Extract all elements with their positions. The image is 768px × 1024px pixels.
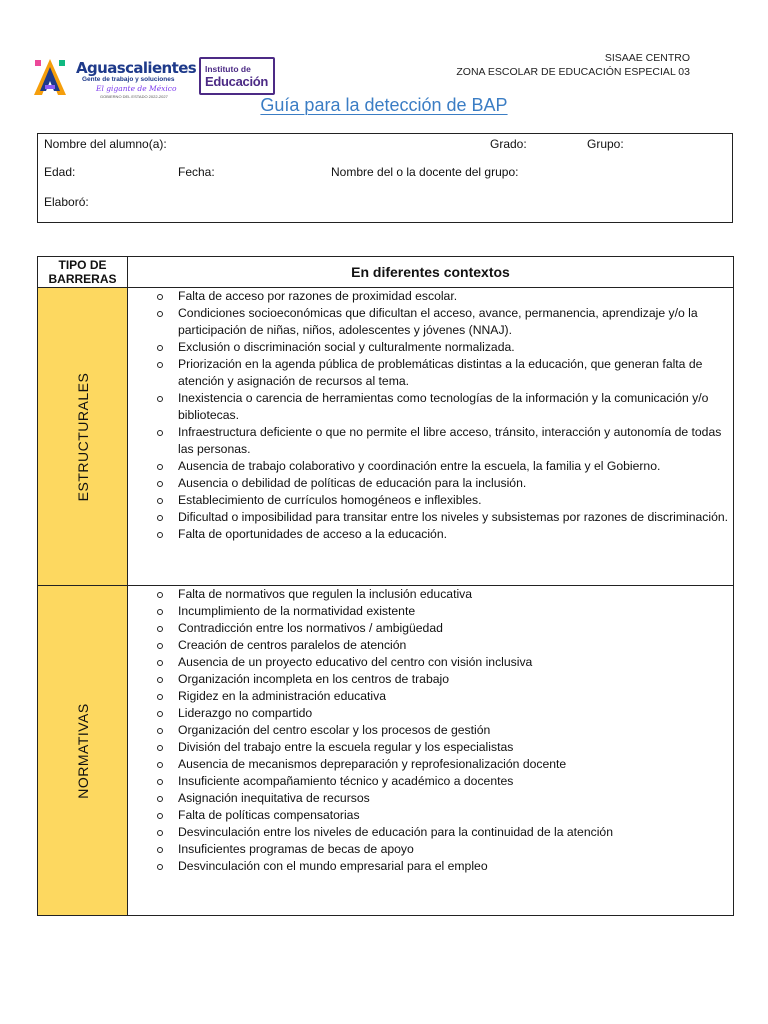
table-header-row (38, 257, 734, 288)
iea-logo-line2: Educación (205, 74, 269, 89)
document-title-text: Guía para la detección de BAP (260, 95, 508, 115)
fecha-field-label: Fecha: (178, 165, 215, 179)
list-item: Falta de acceso por razones de proximidad escolar. (128, 288, 729, 305)
category-cell-estructurales (38, 288, 128, 586)
instituto-educacion-logo (199, 57, 275, 95)
header-zona: ZONA ESCOLAR DE EDUCACIÓN ESPECIAL 03 (456, 66, 690, 78)
list-item: Priorización en la agenda pública de problemáticas distintas a la educación, que generan falta de atención y asignación de recursos al tema. (128, 356, 729, 390)
list-item: Asignación inequitativa de recursos (128, 790, 729, 807)
list-item: Organización del centro escolar y los procesos de gestión (128, 722, 729, 739)
list-item: Creación de centros paralelos de atención (128, 637, 729, 654)
edad-field-label: Edad: (44, 165, 76, 179)
list-item: Organización incompleta en los centros de trabajo (128, 671, 729, 688)
items-list-normativas (128, 586, 733, 875)
document-title (0, 95, 768, 116)
list-item: Falta de oportunidades de acceso a la educación. (128, 526, 729, 543)
list-item: Dificultad o imposibilidad para transitar entre los niveles y subsistemas por razones de discriminación. (128, 509, 729, 526)
items-cell-normativas (128, 586, 734, 916)
category-label-normativas: NORMATIVAS (74, 702, 91, 799)
col-tipo-barreras-header: TIPO DE BARRERAS (38, 257, 128, 288)
grupo-field-label: Grupo: (587, 137, 624, 151)
table-row-normativas (38, 586, 734, 916)
list-item: Insuficiente acompañamiento técnico y académico a docentes (128, 773, 729, 790)
list-item: Infraestructura deficiente o que no permite el libre acceso, tránsito, interacción y autonomía de todas las personas. (128, 424, 729, 458)
list-item: Ausencia de trabajo colaborativo y coordinación entre la escuela, la familia y el Gobierno. (128, 458, 729, 475)
list-item: Ausencia o debilidad de políticas de educación para la inclusión. (128, 475, 729, 492)
list-item: Exclusión o discriminación social y culturalmente normalizada. (128, 339, 729, 356)
list-item: Condiciones socioeconómicas que dificultan el acceso, avance, permanencia, aprendizaje y/o la participación de niñas, niños, adolescentes y jóvenes (NNAJ). (128, 305, 729, 339)
list-item: Desvinculación entre los niveles de educación para la continuidad de la atención (128, 824, 729, 841)
list-item: Rigidez en la administración educativa (128, 688, 729, 705)
student-info-box (37, 133, 733, 223)
list-item: Falta de políticas compensatorias (128, 807, 729, 824)
aguascalientes-fineprint: GOBIERNO DEL ESTADO 2022-2027 (100, 94, 168, 99)
aguascalientes-emblem-icon (32, 57, 68, 97)
list-item: Insuficientes programas de becas de apoyo (128, 841, 729, 858)
category-label-estructurales: ESTRUCTURALES (74, 372, 91, 501)
list-item: Desvinculación con el mundo empresarial para el empleo (128, 858, 729, 875)
header-sisaae: SISAAE CENTRO (604, 52, 690, 64)
items-cell-estructurales (128, 288, 734, 586)
aguascalientes-slogan: El gigante de México (96, 84, 177, 93)
list-item: Liderazgo no compartido (128, 705, 729, 722)
barriers-table (37, 256, 734, 916)
category-cell-normativas (38, 586, 128, 916)
aguascalientes-name: Aguascalientes (76, 59, 197, 77)
nombre-field-label: Nombre del alumno(a): (44, 137, 167, 151)
aguascalientes-tagline: Gente de trabajo y soluciones (82, 76, 175, 83)
list-item: Falta de normativos que regulen la inclusión educativa (128, 586, 729, 603)
list-item: Ausencia de mecanismos depreparación y reprofesionalización docente (128, 756, 729, 773)
list-item: Incumplimiento de la normatividad existente (128, 603, 729, 620)
list-item: Contradicción entre los normativos / ambigüedad (128, 620, 729, 637)
header-institution (456, 51, 690, 79)
items-list-estructurales (128, 288, 733, 543)
list-item: División del trabajo entre la escuela regular y los especialistas (128, 739, 729, 756)
table-row-estructurales (38, 288, 734, 586)
list-item: Establecimiento de currículos homogéneos e inflexibles. (128, 492, 729, 509)
grado-field-label: Grado: (490, 137, 527, 151)
elaboro-field-label: Elaboró: (44, 195, 89, 209)
list-item: Ausencia de un proyecto educativo del centro con visión inclusiva (128, 654, 729, 671)
iea-logo-line1: Instituto de (205, 64, 251, 74)
list-item: Inexistencia o carencia de herramientas como tecnologías de la información y la comunicación y/o bibliotecas. (128, 390, 729, 424)
col-contextos-header: En diferentes contextos (128, 257, 734, 288)
docente-field-label: Nombre del o la docente del grupo: (331, 165, 519, 179)
